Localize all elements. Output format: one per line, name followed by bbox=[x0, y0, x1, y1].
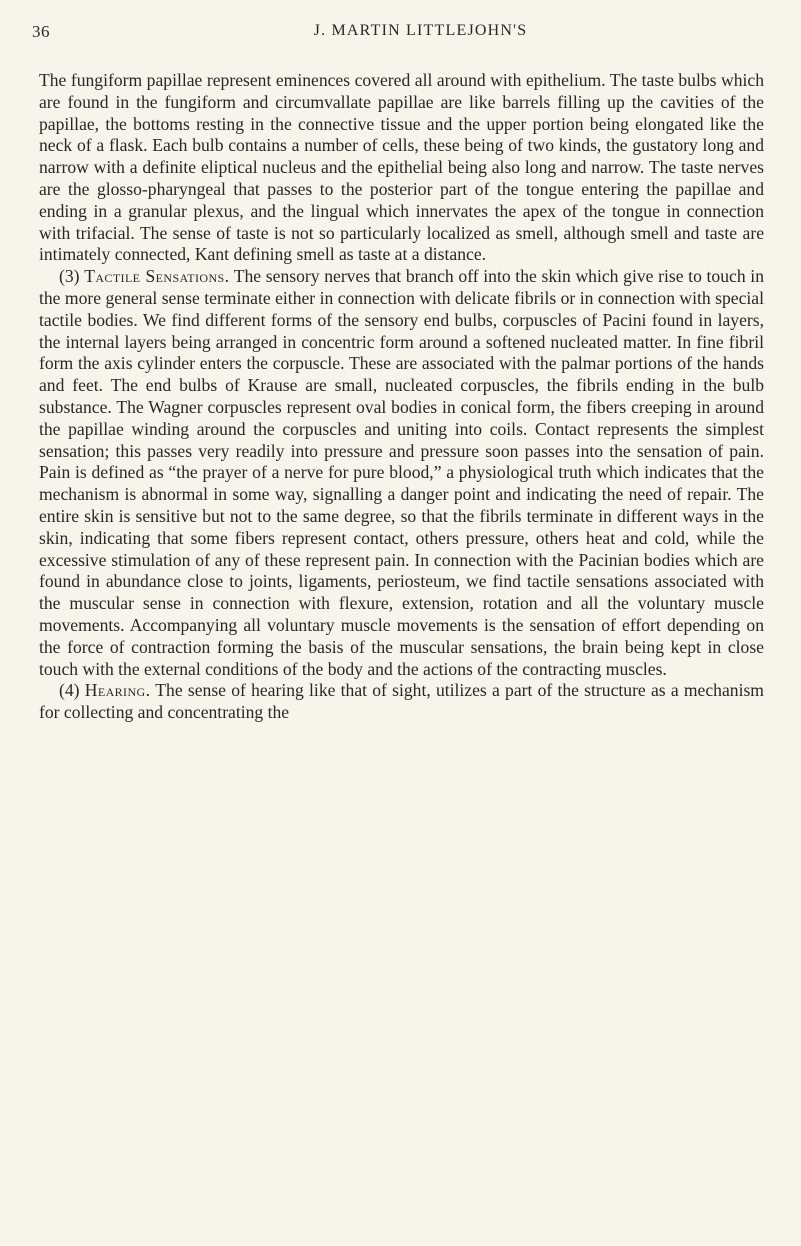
paragraph-hearing bbox=[39, 680, 764, 724]
section-number: (3) bbox=[59, 266, 80, 287]
paragraph-text: The sensory nerves that branch off into the skin which give rise to touch in the more general sense terminate either in connection with delicate fibrils or in connection with special tactile bodies. We find different forms of the sensory end bulbs, corpuscles of Pacini found in layers, the internal layers being arranged in concentric form around a softened nucleated matter. In fine fibril form the axis cylinder enters the corpuscle. These are associated with the palmar portions of the hands and feet. The end bulbs of Krause are small, nucleated corpuscles, the fibrils ending in the bulb substance. The Wagner corpuscles represent oval bodies in conical form, the fibers creeping in around the papillae winding around the corpuscles and uniting into coils. Contact represents the simplest sensation; this passes very readily into pressure and pressure soon passes into the sensation of pain. Pain is defined as “the prayer of a nerve for pure blood,” a physiological truth which indicates that the mechanism is abnormal in some way, signalling a danger point and indicating the need of repair. The entire skin is sensitive but not to the same degree, so that the fibrils terminate in different ways in the skin, indicating that some fibers represent contact, others pressure, others heat and cold, while the excessive stimulation of any of these represent pain. In connection with the Pacinian bodies which are found in abundance close to joints, ligaments, periosteum, we find tactile sensations associated with the muscular sense in connection with flexure, extension, rotation and all the voluntary muscle movements. Accompanying all voluntary muscle movements is the sensation of effort depending on the force of contraction forming the basis of the muscular sensations, the brain being kept in close touch with the external conditions of the body and the actions of the contracting muscles. bbox=[39, 266, 764, 679]
paragraph-taste bbox=[39, 70, 764, 266]
section-number: (4) bbox=[59, 680, 80, 701]
running-head bbox=[32, 22, 769, 52]
section-heading: Hearing. bbox=[84, 680, 151, 701]
body-text bbox=[39, 70, 764, 724]
paragraph-text: The fungiform papillae represent eminences covered all around with epithelium. The taste bulbs which are found in the fungiform and circumvallate papillae are like barrels filling up the cavities of the papillae, the bottoms resting in the connective tissue and the upper portion being elongated like the neck of a flask. Each bulb contains a number of cells, these being of two kinds, the gustatory long and narrow with a definite eliptical nucleus and the epithelial being also long and narrow. The taste nerves are the glosso-pharyngeal that passes to the posterior part of the tongue entering the papillae and ending in a granular plexus, and the lingual which innervates the apex of the tongue in connection with trifacial. The sense of taste is not so particularly localized as smell, although smell and taste are intimately connected, Kant defining smell as taste at a distance. bbox=[39, 70, 764, 265]
page-number: 36 bbox=[32, 22, 50, 41]
paragraph-text: The sense of hearing like that of sight, utilizes a part of the structure as a mechanism for collecting and concentrating the bbox=[39, 680, 764, 723]
section-heading: Tactile Sensations. bbox=[84, 266, 230, 287]
paragraph-tactile-sensations bbox=[39, 266, 764, 680]
running-title: J. MARTIN LITTLEJOHN'S bbox=[313, 22, 528, 39]
